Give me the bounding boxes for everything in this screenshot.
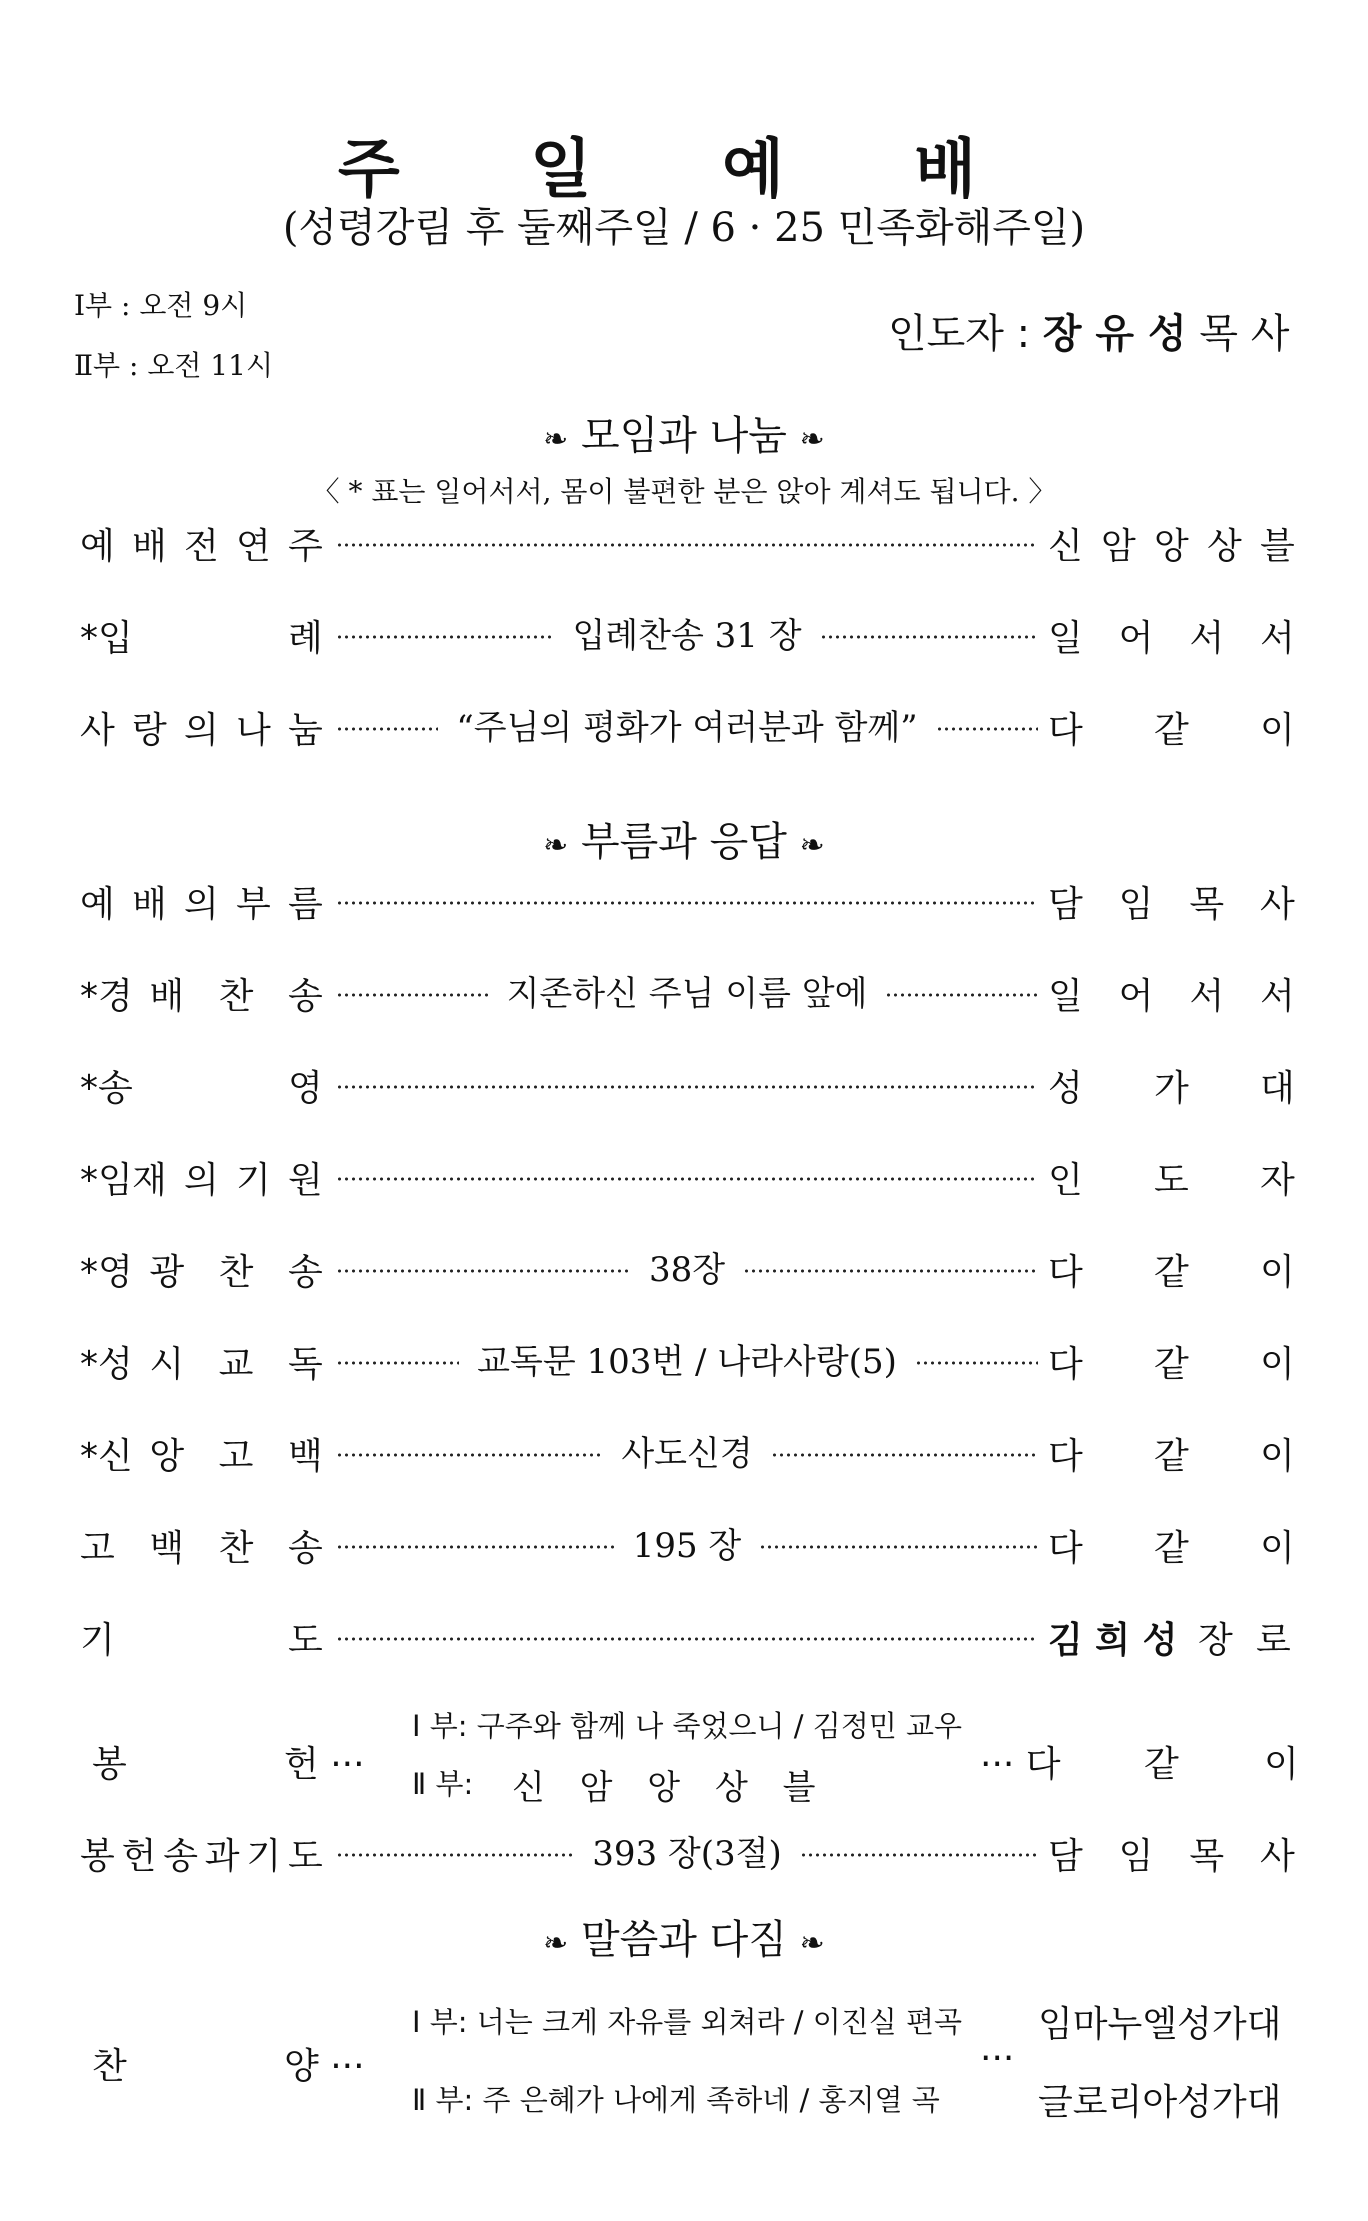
responsible-char: ··· 다 — [980, 1744, 1061, 1785]
item-label — [62, 1420, 326, 1480]
item-label-char: *입 — [80, 618, 133, 659]
anthem-ellipsis: ··· — [980, 2038, 1015, 2079]
item-label-char: *성 — [80, 1344, 133, 1385]
item-responsible — [1048, 960, 1300, 1020]
item-label — [62, 1236, 326, 1296]
responsible-char: 목 — [1189, 1836, 1225, 1877]
ornament-left-icon: ❧ — [543, 422, 569, 457]
responsible-char: 다 — [1048, 1436, 1083, 1477]
order-item-r8 — [62, 1236, 1300, 1296]
order-item-anthem — [62, 1994, 1300, 2123]
leader-dots — [820, 635, 1038, 639]
item-label — [62, 1052, 326, 1112]
item-label-char: 례 — [288, 618, 323, 659]
leader-dots — [336, 1361, 459, 1365]
order-item-offering — [62, 1700, 1300, 1810]
responsible-char: 목 — [1189, 884, 1225, 925]
item-label-char: 시 — [149, 1344, 185, 1385]
responsible-char: 서 — [1189, 976, 1225, 1017]
leader-dots — [336, 901, 1038, 905]
item-label-char: 앙 — [149, 1436, 185, 1477]
item-label-char: 송 — [288, 1528, 323, 1569]
item-responsible — [1048, 1820, 1300, 1880]
item-label — [62, 1328, 326, 1388]
responsible-char: 일 — [1048, 618, 1083, 659]
item-label-char: 기 — [246, 1836, 282, 1877]
responsible-char: 암 — [1101, 526, 1136, 567]
ornament-right-icon: ❧ — [799, 422, 825, 457]
item-label-char: *영 — [80, 1252, 133, 1293]
dot-leader — [326, 608, 1048, 657]
leader-dots — [336, 1545, 615, 1549]
responsible-char: 로 — [1256, 1620, 1291, 1661]
order-item-r11 — [62, 1512, 1300, 1572]
leader-dots — [336, 1453, 603, 1457]
responsible-char: 사 — [1260, 884, 1295, 925]
responsible-char: 앙 — [1154, 526, 1189, 567]
item-label-char: 찬 — [218, 976, 254, 1017]
responsible-char: 신 — [1048, 526, 1083, 567]
responsible-char: 같 — [1144, 1744, 1179, 1785]
standing-note: 〈 * 표는 일어서서, 몸이 불편한 분은 앉아 계셔도 됩니다. 〉 — [311, 475, 1057, 508]
dot-leader — [326, 1242, 1048, 1291]
responsible-char: 다 — [1048, 710, 1083, 751]
order-item-r5 — [62, 960, 1300, 1020]
item-label-char: 의 — [184, 884, 219, 925]
responsible-char: 사 — [1260, 1836, 1295, 1877]
service-time-2: Ⅱ부 : 오전 11시 — [74, 349, 273, 382]
item-label-char: 기 — [236, 1160, 271, 1201]
responsible-char: 이 — [1260, 1436, 1295, 1477]
responsible-char: 담 — [1048, 1836, 1083, 1877]
item-label-char: 광 — [149, 1252, 185, 1293]
section-word — [0, 1908, 1368, 1965]
responsible-char: 김 희 성 — [1048, 1620, 1178, 1661]
anthem-choir-1: 임마누엘성가대 — [1038, 2004, 1282, 2045]
leader-dots — [336, 993, 489, 997]
item-label-char: 헌 ··· — [284, 1744, 365, 1785]
responsible-char: 서 — [1189, 618, 1225, 659]
item-label-char: 독 — [288, 1344, 323, 1385]
responsible-char: 블 — [1260, 526, 1295, 567]
order-item-r6 — [62, 1052, 1300, 1112]
dot-leader — [326, 1167, 1048, 1181]
item-label-char: 부 — [236, 884, 271, 925]
leader-dots — [800, 1853, 1038, 1857]
responsible-char: 같 — [1154, 710, 1189, 751]
responsible-char: 이 — [1264, 1744, 1299, 1785]
ornament-left-icon: ❧ — [543, 1926, 569, 1961]
responsible-char: 담 — [1048, 884, 1083, 925]
offering-part2: 신 암 앙 상 블 — [512, 1768, 828, 1808]
item-responsible — [1048, 1236, 1300, 1296]
leader-dots — [885, 993, 1038, 997]
order-item-r10 — [62, 1420, 1300, 1480]
order-item-r9 — [62, 1328, 1300, 1388]
responsible-char: 다 — [1048, 1344, 1083, 1385]
item-detail: 지존하신 주님 이름 앞에 — [506, 973, 868, 1014]
responsible-char: 장 — [1198, 1620, 1233, 1661]
item-label-char: 도 — [288, 1836, 323, 1877]
item-label-char: 전 — [184, 526, 219, 567]
dot-leader — [326, 1627, 1048, 1641]
leader-dots — [771, 1453, 1038, 1457]
item-label — [62, 1144, 326, 1204]
order-item-r1 — [62, 510, 1300, 570]
dot-leader — [326, 966, 1048, 1015]
responsible-char: 일 — [1048, 976, 1083, 1017]
item-label-char: 찬 — [218, 1528, 254, 1569]
item-label-char: 사 — [80, 710, 115, 751]
responsible-char: 다 — [1048, 1252, 1083, 1293]
leader-dots — [336, 543, 1038, 547]
responsible-char: 자 — [1260, 1160, 1295, 1201]
dot-leader — [326, 1075, 1048, 1089]
leader-label: 인도자 : — [888, 311, 1031, 357]
item-label-char: 의 — [184, 1160, 219, 1201]
dot-leader — [326, 533, 1048, 547]
responsible-char: 이 — [1260, 1252, 1295, 1293]
item-responsible — [1048, 868, 1300, 928]
item-label-char: 고 — [218, 1436, 254, 1477]
item-label-char: 봉 — [80, 1836, 115, 1877]
leader-name: 장 유 성 — [1042, 311, 1187, 357]
page-title: 주 일 예 배 — [337, 133, 1031, 207]
item-label-char: 백 — [288, 1436, 323, 1477]
item-responsible — [1048, 1144, 1300, 1204]
section-gathering — [0, 404, 1368, 461]
item-label — [62, 694, 326, 754]
item-label — [62, 960, 326, 1020]
order-item-r14 — [62, 1820, 1300, 1880]
item-label-char: 배 — [149, 976, 185, 1017]
service-time-1: Ⅰ부 : 오전 9시 — [74, 289, 248, 322]
responsible-char: 성 — [1048, 1068, 1083, 1109]
item-label-char: *경 — [80, 976, 133, 1017]
item-label-char: 송 — [288, 1252, 323, 1293]
ornament-right-icon: ❧ — [799, 1926, 825, 1961]
offering-part1: Ⅰ 부: 구주와 함께 나 죽었으니 / 김정민 교우 — [412, 1709, 963, 1743]
section-title: 부름과 응답 — [581, 819, 787, 865]
item-label-char: 송 — [288, 976, 323, 1017]
item-label-char: 헌 — [121, 1836, 157, 1877]
item-label-char: 예 — [80, 884, 115, 925]
item-detail: 입례찬송 31 장 — [572, 615, 802, 656]
item-label-char: *송 — [80, 1068, 133, 1109]
leader-dots — [915, 1361, 1038, 1365]
order-item-r2 — [62, 602, 1300, 662]
page-subtitle: (성령강림 후 둘째주일 / 6 · 25 민족화해주일) — [282, 205, 1086, 251]
item-label-char: *신 — [80, 1436, 133, 1477]
responsible-char: 서 — [1260, 976, 1295, 1017]
item-label — [62, 1512, 326, 1572]
responsible-char: 임 — [1118, 884, 1154, 925]
responsible-char: 이 — [1260, 1344, 1295, 1385]
responsible-char: 다 — [1048, 1528, 1083, 1569]
responsible-char: 상 — [1207, 526, 1242, 567]
anthem-choir-2: 글로리아성가대 — [1038, 2082, 1282, 2123]
offering-part2-prefix: Ⅱ 부: — [412, 1767, 474, 1801]
item-label-char: 눔 — [288, 710, 323, 751]
item-label-char: 랑 — [132, 710, 167, 751]
item-responsible — [1048, 694, 1300, 754]
item-label-char: 원 — [288, 1160, 323, 1201]
item-detail: 사도신경 — [621, 1433, 753, 1474]
responsible-char: 도 — [1154, 1160, 1189, 1201]
section-calling — [0, 810, 1368, 867]
item-label-char: 백 — [149, 1528, 185, 1569]
responsible-char: 같 — [1154, 1344, 1189, 1385]
item-label-char: 배 — [132, 526, 167, 567]
item-responsible — [1048, 1052, 1300, 1112]
leader-title: 목 사 — [1199, 311, 1290, 357]
item-label-char: 도 — [288, 1620, 323, 1661]
responsible-char: 임 — [1118, 1836, 1154, 1877]
leader-dots — [336, 1177, 1038, 1181]
item-responsible — [1048, 1420, 1300, 1480]
responsible-char: 인 — [1048, 1160, 1083, 1201]
anthem-part2: Ⅱ 부: 주 은혜가 나에게 족하네 / 홍지열 곡 — [412, 2083, 940, 2117]
item-label — [62, 1604, 326, 1664]
responsible-char: 서 — [1260, 618, 1295, 659]
item-detail: 393 장(3절) — [592, 1833, 782, 1874]
item-label-char: 봉 — [92, 1744, 127, 1785]
item-label-char: 송 — [163, 1836, 198, 1877]
leader-dots — [743, 1269, 1038, 1273]
item-responsible — [1048, 1512, 1300, 1572]
item-label-char: 기 — [80, 1620, 115, 1661]
item-label-char: 양 ··· — [284, 2046, 365, 2087]
item-label-char: 재 — [132, 1160, 167, 1201]
item-label-char: 배 — [132, 884, 167, 925]
order-item-r12 — [62, 1604, 1300, 1664]
leader-dots — [759, 1545, 1038, 1549]
order-item-r4 — [62, 868, 1300, 928]
responsible-char: 어 — [1118, 618, 1154, 659]
item-label — [62, 602, 326, 662]
dot-leader — [326, 700, 1048, 749]
order-item-r3 — [62, 694, 1300, 754]
section-title: 말씀과 다짐 — [581, 1917, 787, 1963]
item-label-char: 고 — [80, 1528, 115, 1569]
leader-dots — [336, 727, 438, 731]
item-label-char: 연 — [236, 526, 271, 567]
section-title: 모임과 나눔 — [581, 413, 787, 459]
responsible-char: 같 — [1154, 1436, 1189, 1477]
dot-leader — [326, 1334, 1048, 1383]
worship-leader — [888, 302, 1289, 359]
item-responsible — [1048, 602, 1300, 662]
anthem-part1: Ⅰ 부: 너는 크게 자유를 외쳐라 / 이진실 편곡 — [412, 2005, 963, 2039]
leader-dots — [336, 1085, 1038, 1089]
item-label-char: 찬 — [218, 1252, 254, 1293]
item-detail: 교독문 103번 / 나라사랑(5) — [477, 1341, 897, 1382]
dot-leader — [326, 1518, 1048, 1567]
item-detail: “주님의 평화가 여러분과 함께” — [456, 707, 918, 748]
responsible-char: 어 — [1118, 976, 1154, 1017]
leader-dots — [336, 1637, 1038, 1641]
responsible-char: 이 — [1260, 1528, 1295, 1569]
responsible-char: 이 — [1260, 710, 1295, 751]
item-responsible — [1048, 1328, 1300, 1388]
item-label — [62, 868, 326, 928]
item-responsible — [1048, 510, 1300, 570]
dot-leader — [326, 1826, 1048, 1875]
leader-dots — [336, 635, 554, 639]
item-label — [62, 510, 326, 570]
item-label-char: 교 — [218, 1344, 254, 1385]
item-responsible — [1048, 1604, 1300, 1664]
item-label — [62, 1820, 326, 1880]
item-label-char: 찬 — [92, 2046, 127, 2087]
ornament-left-icon: ❧ — [543, 828, 569, 863]
item-detail: 38장 — [648, 1249, 726, 1290]
responsible-char: 가 — [1154, 1068, 1189, 1109]
item-detail: 195 장 — [632, 1525, 742, 1566]
item-label-char: 의 — [184, 710, 219, 751]
item-label-char: *임 — [80, 1160, 133, 1201]
dot-leader — [326, 891, 1048, 905]
dot-leader — [326, 1426, 1048, 1475]
item-label-char: 주 — [288, 526, 323, 567]
leader-dots — [336, 1269, 631, 1273]
item-label-char: 나 — [236, 710, 271, 751]
item-label-char: 과 — [204, 1836, 240, 1877]
item-label-char: 름 — [288, 884, 323, 925]
responsible-char: 대 — [1260, 1068, 1295, 1109]
responsible-char: 같 — [1154, 1252, 1189, 1293]
item-label-char: 영 — [288, 1068, 323, 1109]
order-item-r7 — [62, 1144, 1300, 1204]
leader-dots — [336, 1853, 574, 1857]
ornament-right-icon: ❧ — [799, 828, 825, 863]
responsible-char: 같 — [1154, 1528, 1189, 1569]
item-label-char: 예 — [80, 526, 115, 567]
leader-dots — [936, 727, 1038, 731]
